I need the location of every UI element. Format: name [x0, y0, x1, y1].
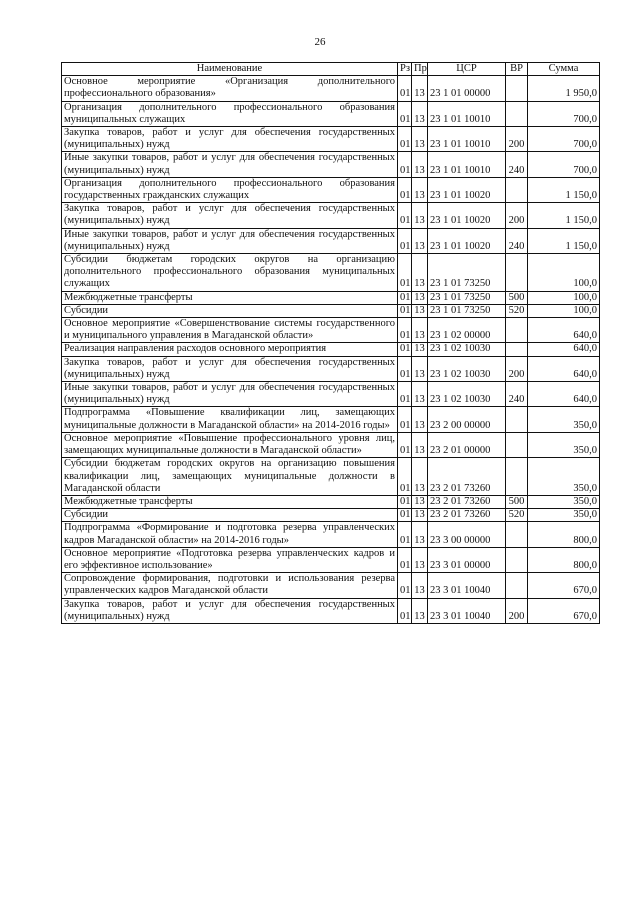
cell-rz: 01 — [398, 382, 412, 407]
cell-csr: 23 1 02 10030 — [428, 343, 506, 356]
cell-rz: 01 — [398, 76, 412, 101]
cell-csr: 23 1 02 10030 — [428, 356, 506, 381]
cell-vr: 200 — [506, 127, 528, 152]
table-row — [62, 522, 600, 547]
table-row — [62, 318, 600, 343]
cell-rz: 01 — [398, 458, 412, 496]
budget-table — [61, 62, 600, 624]
cell-csr: 23 2 01 73260 — [428, 495, 506, 508]
table-row — [62, 254, 600, 292]
table-row — [62, 547, 600, 572]
cell-pr: 13 — [412, 356, 428, 381]
cell-rz: 01 — [398, 509, 412, 522]
cell-sum: 1 150,0 — [528, 203, 600, 228]
cell-sum: 100,0 — [528, 304, 600, 317]
cell-csr: 23 2 01 00000 — [428, 432, 506, 457]
cell-rz: 01 — [398, 522, 412, 547]
cell-pr: 13 — [412, 547, 428, 572]
cell-name: Иные закупки товаров, работ и услуг для обеспечения государственных (муниципальных) нужд — [62, 228, 398, 253]
header-sum: Сумма — [528, 63, 600, 76]
cell-pr: 13 — [412, 407, 428, 432]
cell-name: Организация дополнительного профессионального образования государственных гражданских служащих — [62, 177, 398, 202]
cell-vr — [506, 101, 528, 126]
cell-rz: 01 — [398, 598, 412, 623]
cell-vr — [506, 177, 528, 202]
cell-name: Субсидии — [62, 509, 398, 522]
cell-vr: 500 — [506, 495, 528, 508]
cell-pr: 13 — [412, 495, 428, 508]
table-row — [62, 598, 600, 623]
cell-csr: 23 1 01 10010 — [428, 152, 506, 177]
table-row — [62, 407, 600, 432]
cell-pr: 13 — [412, 76, 428, 101]
cell-pr: 13 — [412, 343, 428, 356]
cell-rz: 01 — [398, 228, 412, 253]
cell-csr: 23 3 01 00000 — [428, 547, 506, 572]
cell-name: Межбюджетные трансферты — [62, 495, 398, 508]
cell-pr: 13 — [412, 458, 428, 496]
cell-pr: 13 — [412, 152, 428, 177]
cell-csr: 23 1 01 73250 — [428, 291, 506, 304]
cell-vr — [506, 254, 528, 292]
cell-sum: 100,0 — [528, 254, 600, 292]
cell-sum: 350,0 — [528, 509, 600, 522]
cell-pr: 13 — [412, 177, 428, 202]
table-row — [62, 304, 600, 317]
table-row — [62, 495, 600, 508]
header-pr: Пр — [412, 63, 428, 76]
cell-rz: 01 — [398, 407, 412, 432]
cell-sum: 700,0 — [528, 101, 600, 126]
cell-sum: 1 150,0 — [528, 177, 600, 202]
cell-name: Закупка товаров, работ и услуг для обеспечения государственных (муниципальных) нужд — [62, 127, 398, 152]
cell-rz: 01 — [398, 177, 412, 202]
cell-name: Межбюджетные трансферты — [62, 291, 398, 304]
cell-name: Организация дополнительного профессионального образования муниципальных служащих — [62, 101, 398, 126]
cell-sum: 640,0 — [528, 356, 600, 381]
cell-pr: 13 — [412, 522, 428, 547]
table-row — [62, 76, 600, 101]
cell-pr: 13 — [412, 228, 428, 253]
cell-csr: 23 1 01 00000 — [428, 76, 506, 101]
cell-csr: 23 1 01 10020 — [428, 228, 506, 253]
table-row — [62, 343, 600, 356]
cell-name: Субсидии — [62, 304, 398, 317]
cell-sum: 1 150,0 — [528, 228, 600, 253]
cell-csr: 23 1 01 10020 — [428, 203, 506, 228]
cell-rz: 01 — [398, 291, 412, 304]
cell-name: Сопровождение формирования, подготовки и использования резерва управленческих кадров Магаданской области — [62, 573, 398, 598]
cell-rz: 01 — [398, 356, 412, 381]
cell-sum: 350,0 — [528, 458, 600, 496]
cell-rz: 01 — [398, 573, 412, 598]
cell-pr: 13 — [412, 382, 428, 407]
cell-rz: 01 — [398, 127, 412, 152]
cell-vr: 200 — [506, 598, 528, 623]
cell-name: Подпрограмма «Формирование и подготовка резерва управленческих кадров Магаданской области» на 2014-2016 годы» — [62, 522, 398, 547]
cell-name: Субсидии бюджетам городских округов на организацию дополнительного профессионального образования муниципальных служащих — [62, 254, 398, 292]
cell-sum: 350,0 — [528, 432, 600, 457]
cell-name: Основное мероприятие «Повышение профессионального уровня лиц, замещающих муниципальные должности в Магаданской области» — [62, 432, 398, 457]
cell-vr — [506, 522, 528, 547]
cell-pr: 13 — [412, 598, 428, 623]
table-row — [62, 101, 600, 126]
table-row — [62, 228, 600, 253]
cell-rz: 01 — [398, 203, 412, 228]
cell-name: Иные закупки товаров, работ и услуг для обеспечения государственных (муниципальных) нужд — [62, 382, 398, 407]
cell-sum: 700,0 — [528, 127, 600, 152]
header-vr: ВР — [506, 63, 528, 76]
cell-vr — [506, 432, 528, 457]
cell-pr: 13 — [412, 318, 428, 343]
cell-name: Основное мероприятие «Совершенствование системы государственного и муниципального управления в Магаданской области» — [62, 318, 398, 343]
cell-rz: 01 — [398, 254, 412, 292]
cell-csr: 23 1 01 10010 — [428, 127, 506, 152]
cell-sum: 640,0 — [528, 343, 600, 356]
table-row — [62, 458, 600, 496]
cell-name: Закупка товаров, работ и услуг для обеспечения государственных (муниципальных) нужд — [62, 356, 398, 381]
cell-sum: 670,0 — [528, 573, 600, 598]
cell-pr: 13 — [412, 254, 428, 292]
cell-name: Основное мероприятие «Подготовка резерва управленческих кадров и его эффективное использование» — [62, 547, 398, 572]
cell-sum: 800,0 — [528, 547, 600, 572]
cell-rz: 01 — [398, 495, 412, 508]
cell-csr: 23 1 02 00000 — [428, 318, 506, 343]
cell-csr: 23 1 01 73250 — [428, 304, 506, 317]
cell-pr: 13 — [412, 304, 428, 317]
cell-pr: 13 — [412, 432, 428, 457]
table-row — [62, 509, 600, 522]
cell-vr: 200 — [506, 356, 528, 381]
header-csr: ЦСР — [428, 63, 506, 76]
cell-csr: 23 1 01 73250 — [428, 254, 506, 292]
cell-vr — [506, 573, 528, 598]
cell-csr: 23 2 01 73260 — [428, 458, 506, 496]
table-header-row — [62, 63, 600, 76]
cell-sum: 700,0 — [528, 152, 600, 177]
page-number: 26 — [314, 36, 326, 48]
cell-csr: 23 2 01 73260 — [428, 509, 506, 522]
table-row — [62, 573, 600, 598]
cell-name: Основное мероприятие «Организация дополнительного профессионального образования» — [62, 76, 398, 101]
cell-pr: 13 — [412, 203, 428, 228]
table-row — [62, 203, 600, 228]
cell-pr: 13 — [412, 127, 428, 152]
table-row — [62, 432, 600, 457]
cell-csr: 23 1 01 10020 — [428, 177, 506, 202]
cell-name: Субсидии бюджетам городских округов на организацию повышения квалификации лиц, замещающих муниципальные должности в Магаданской области — [62, 458, 398, 496]
cell-name: Иные закупки товаров, работ и услуг для обеспечения государственных (муниципальных) нужд — [62, 152, 398, 177]
cell-rz: 01 — [398, 318, 412, 343]
cell-rz: 01 — [398, 152, 412, 177]
cell-sum: 640,0 — [528, 318, 600, 343]
cell-pr: 13 — [412, 101, 428, 126]
table-row — [62, 152, 600, 177]
cell-vr: 240 — [506, 382, 528, 407]
header-rz: Рз — [398, 63, 412, 76]
cell-vr: 500 — [506, 291, 528, 304]
cell-csr: 23 1 02 10030 — [428, 382, 506, 407]
table-row — [62, 382, 600, 407]
cell-rz: 01 — [398, 432, 412, 457]
cell-sum: 350,0 — [528, 407, 600, 432]
cell-csr: 23 3 00 00000 — [428, 522, 506, 547]
cell-sum: 100,0 — [528, 291, 600, 304]
cell-name: Закупка товаров, работ и услуг для обеспечения государственных (муниципальных) нужд — [62, 203, 398, 228]
cell-sum: 670,0 — [528, 598, 600, 623]
cell-rz: 01 — [398, 547, 412, 572]
cell-rz: 01 — [398, 343, 412, 356]
cell-csr: 23 1 01 10010 — [428, 101, 506, 126]
table-row — [62, 127, 600, 152]
cell-rz: 01 — [398, 101, 412, 126]
cell-rz: 01 — [398, 304, 412, 317]
cell-sum: 640,0 — [528, 382, 600, 407]
cell-csr: 23 2 00 00000 — [428, 407, 506, 432]
table-row — [62, 291, 600, 304]
cell-pr: 13 — [412, 291, 428, 304]
cell-name: Закупка товаров, работ и услуг для обеспечения государственных (муниципальных) нужд — [62, 598, 398, 623]
cell-name: Подпрограмма «Повышение квалификации лиц, замещающих муниципальные должности в Магаданской области» на 2014-2016 годы» — [62, 407, 398, 432]
cell-vr — [506, 458, 528, 496]
header-name: Наименование — [62, 63, 398, 76]
cell-sum: 350,0 — [528, 495, 600, 508]
cell-sum: 800,0 — [528, 522, 600, 547]
cell-vr: 240 — [506, 152, 528, 177]
cell-vr — [506, 547, 528, 572]
cell-sum: 1 950,0 — [528, 76, 600, 101]
table-row — [62, 356, 600, 381]
cell-csr: 23 3 01 10040 — [428, 573, 506, 598]
cell-vr — [506, 76, 528, 101]
cell-name: Реализация направления расходов основного мероприятия — [62, 343, 398, 356]
cell-vr: 200 — [506, 203, 528, 228]
cell-csr: 23 3 01 10040 — [428, 598, 506, 623]
cell-vr: 520 — [506, 509, 528, 522]
cell-vr — [506, 343, 528, 356]
cell-vr: 520 — [506, 304, 528, 317]
cell-pr: 13 — [412, 509, 428, 522]
cell-vr — [506, 407, 528, 432]
cell-vr: 240 — [506, 228, 528, 253]
cell-vr — [506, 318, 528, 343]
table-row — [62, 177, 600, 202]
cell-pr: 13 — [412, 573, 428, 598]
